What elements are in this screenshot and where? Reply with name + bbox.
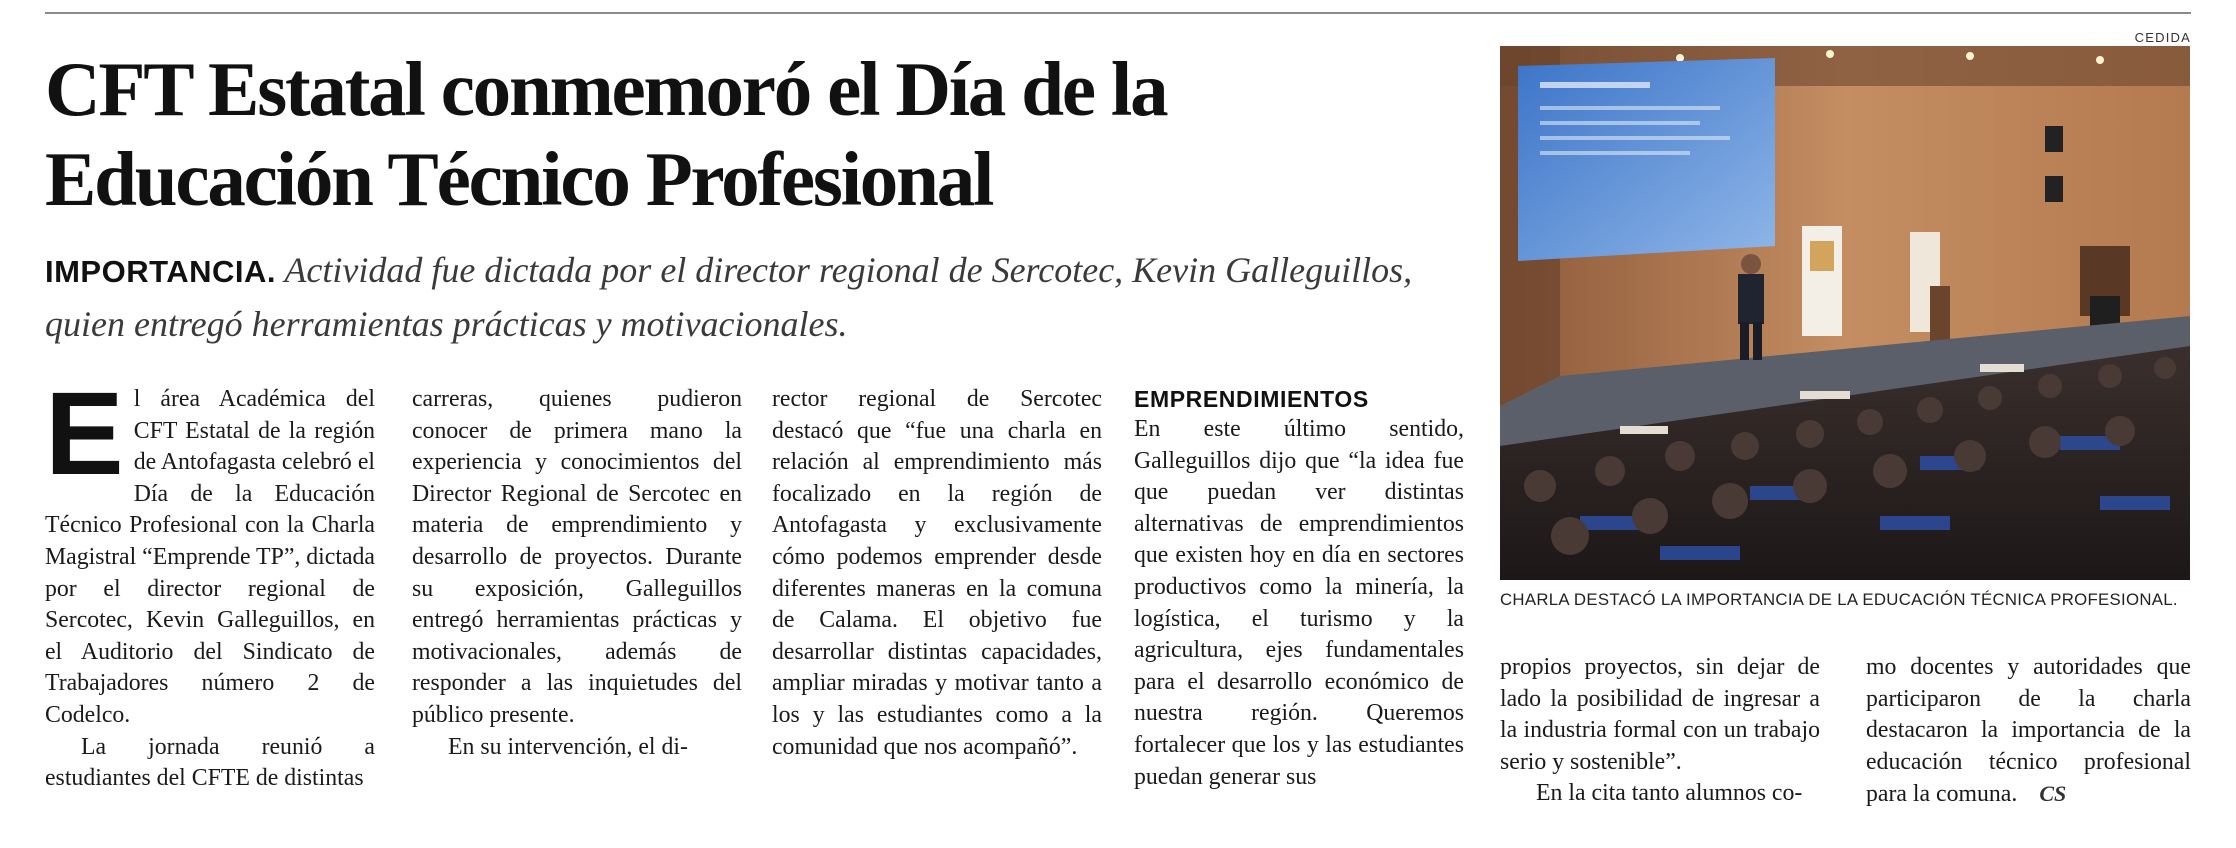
top-rule xyxy=(45,12,2191,14)
paragraph: La jornada reunió a estudiantes del CFTE de distintas xyxy=(45,733,375,792)
projection-screen xyxy=(1518,58,1775,261)
paragraph xyxy=(1866,652,2191,811)
paragraph: carreras, quienes pudieron conocer de primera mano la experiencia y conocimientos del Director Regional de Sercotec en materia de emprendimiento y desarrollo de proyectos. Durante su exposición, Galleguillos entregó herramientas prácticas y motivacionales, además de responder a las inquietudes del público presente. xyxy=(412,386,742,728)
deck xyxy=(45,244,1445,350)
photo-caption: CHARLA DESTACÓ LA IMPORTANCIA DE LA EDUCACIÓN TÉCNICA PROFESIONAL. xyxy=(1500,590,2178,609)
paragraph: propios proyectos, sin dejar de lado la posibilidad de ingresar a la industria formal con un trabajo serio y sostenible”. xyxy=(1500,654,1820,775)
paragraph xyxy=(45,368,375,732)
article-column-6 xyxy=(1866,652,2191,811)
article-column-3 xyxy=(772,384,1102,763)
headline: CFT Estatal conmemoró el Día de la Educación Técnico Profesional xyxy=(45,46,1167,222)
drop-cap: E xyxy=(45,368,124,500)
paragraph-text: mo docentes y autoridades que participaron de la charla destacaron la importancia de la educación técnico profesional para la comuna. xyxy=(1866,654,2191,808)
deck-kicker: IMPORTANCIA. xyxy=(45,254,277,289)
deck-text: Actividad fue dictada por el director regional de Sercotec, Kevin Galleguillos, quien entregó herramientas prácticas y motivacionales. xyxy=(45,250,1413,344)
photo-credit: CEDIDA xyxy=(2134,30,2191,45)
article-column-1 xyxy=(45,368,375,795)
paragraph: En su intervención, el di- xyxy=(448,733,688,760)
paragraph: rector regional de Sercotec destacó que “fue una charla en relación al emprendimiento más focalizado en la región de Antofagasta y exclusivamente cómo podemos emprender desde diferentes maneras en la comuna de Calama. El objetivo fue desarrollar distintas capacidades, ampliar miradas y motivar tanto a los y las estudiantes como a la comunidad que nos acompañó”. xyxy=(772,386,1102,760)
paragraph-text: l área Académica del CFT Estatal de la región de Antofagasta celebró el Día de la Educación Técnico Profesional con la Charla Magistral “Emprende TP”, dictada por el director regional de Sercotec, Kevin Galleguillos, en el Auditorio del Sindicato de Trabajadores número 2 de Codelco. xyxy=(45,386,375,728)
photo xyxy=(1500,46,2190,580)
article-column-5 xyxy=(1500,652,1820,810)
subhead: EMPRENDIMIENTOS xyxy=(1134,386,1369,412)
paragraph: En la cita tanto alumnos co- xyxy=(1536,780,1803,807)
article-column-2 xyxy=(412,384,742,763)
paragraph: En este último sentido, Galleguillos dijo que “la idea fue que puedan ver distintas alternativas de emprendimientos que existen hoy en día en sectores productivos como la minería, la logística, el turismo y la agricultura, ejes fundamentales para el desarrollo económico de nuestra región. Queremos fortalecer que los y las estudiantes puedan generar sus xyxy=(1134,416,1464,790)
article-column-4 xyxy=(1134,384,1464,793)
auditorium-photo xyxy=(1500,46,2190,580)
end-mark: CS xyxy=(2039,781,2067,807)
